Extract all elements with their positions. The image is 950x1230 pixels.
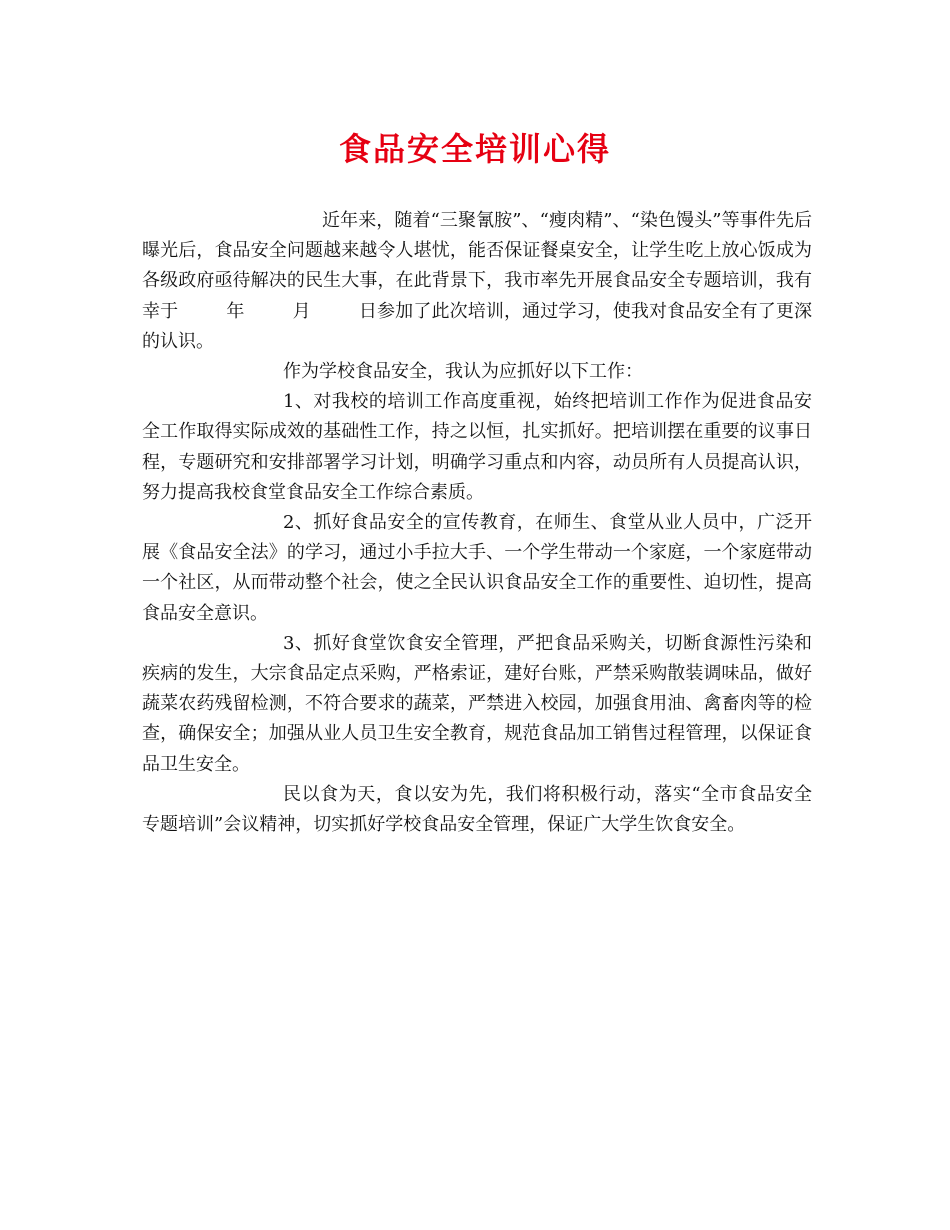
- paragraph-closing: 民以食为天，食以安为先，我们将积极行动，落实“全市食品安全专题培训”会议精神，切实抓好学校食品安全管理，保证广大学生饮食安全。: [142, 783, 812, 836]
- intro-month-label: 月: [292, 300, 311, 322]
- paragraph-point-2: 2、抓好食品安全的宣传教育，在师生、食堂从业人员中，广泛开展《食品安全法》的学习，通过小手拉大手、一个学生带动一个家庭，一个家庭带动一个社区，从而带动整个社会，使之全民认识食品安全工作的重要性、迫切性，提高食品安全意识。: [142, 512, 812, 624]
- document-title: 食品安全培训心得: [338, 130, 611, 168]
- document-body: [142, 206, 812, 840]
- intro-text-part-1: 近年来，随着“三聚氰胺”、“瘦肉精”、“染色馒头”等事件先后曝光后，食品安全问题越来越令人堪忧，能否保证餐桌安全，让学生吃上放心饭成为各级政府亟待解决的民生大事，在此背景下，我市率先开展食品安全专题培训，我有幸于: [142, 210, 812, 322]
- intro-year-label: 年: [226, 300, 245, 322]
- paragraph-point-3: 3、抓好食堂饮食安全管理，严把食品采购关，切断食源性污染和疾病的发生，大宗食品定点采购，严格索证，建好台账，严禁采购散装调味品，做好蔬菜农药残留检测，不符合要求的蔬菜，严禁进入校园，加强食用油、禽畜肉等的检查，确保安全；加强从业人员卫生安全教育，规范食品加工销售过程管理，以保证食品卫生安全。: [142, 632, 812, 775]
- intro-text-part-2: 日参加了此次培训，通过学习，使我对食品安全有了更深的认识。: [142, 300, 813, 352]
- paragraph-intro: [142, 206, 812, 357]
- paragraph-point-1: 1、对我校的培训工作高度重视，始终把培训工作作为促进食品安全工作取得实际成效的基础性工作，持之以恒，扎实抓好。把培训摆在重要的议事日程，专题研究和安排部署学习计划，明确学习重点和内容，动员所有人员提高认识，努力提高我校食堂食品安全工作综合素质。: [142, 391, 812, 503]
- paragraph-lead: 作为学校食品安全，我认为应抓好以下工作：: [283, 361, 643, 383]
